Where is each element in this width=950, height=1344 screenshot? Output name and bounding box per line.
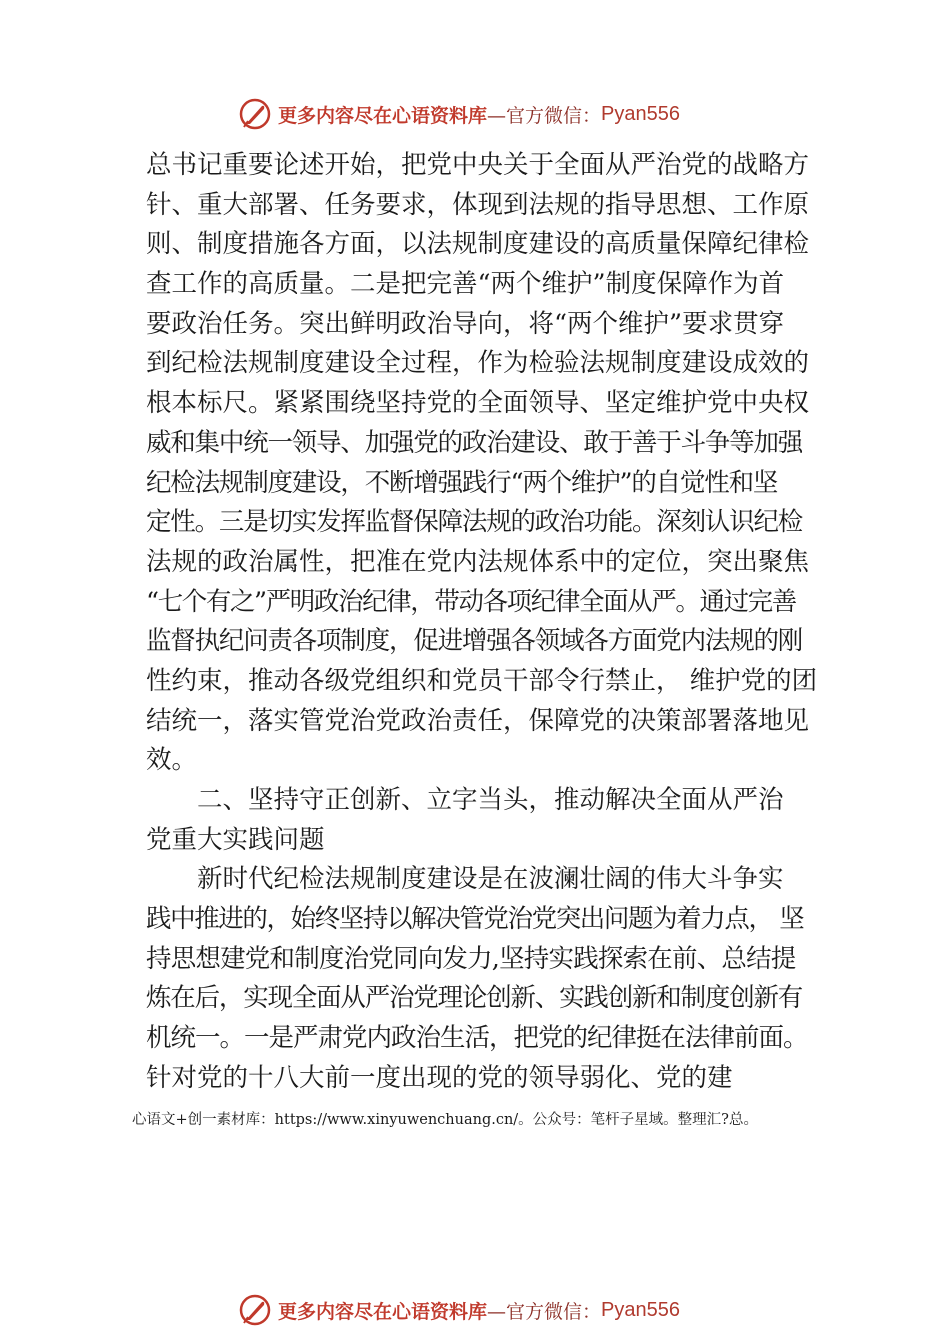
body-line: 威和集中统一领导、加强党的政治建设、敢于善于斗争等加强	[146, 427, 803, 458]
body-line: 查工作的高质量。二是把完善“两个维护”制度保障作为首	[146, 269, 785, 300]
banner-main-text: 更多内容尽在心语资料库	[278, 1300, 488, 1323]
source-note: 心语文+创一素材库：https://www.xinyuwenchuang.cn/。公众号：笔杆子星域。整理汇?总。	[132, 1112, 758, 1128]
banner-sub-text: —官方微信：	[487, 104, 602, 127]
quill-logo-icon	[238, 97, 272, 131]
document-body	[146, 146, 826, 1099]
body-line: 机统一。一是严肃党内政治生活，把党的纪律挺在法律前面。	[146, 1023, 808, 1054]
body-line: 定性。三是切实发挥监督保障法规的政治功能。深刻认识纪检	[146, 507, 803, 538]
body-line: 结统一，落实管党治党政治责任，保障党的决策部署落地见	[146, 705, 810, 736]
section-heading-line: 二、坚持守正创新、立字当头，推动解决全面从严治	[197, 785, 784, 815]
body-line: 监督执纪问责各项制度，促进增强各领域各方面党内法规的刚	[146, 626, 803, 657]
body-line: 持思想建党和制度治党同向发力,坚持实践探索在前、总结提	[146, 943, 796, 974]
footer-banner	[238, 1292, 680, 1328]
body-line: 炼在后，实现全面从严治党理论创新、实践创新和制度创新有	[146, 983, 803, 1014]
body-line: 总书记重要论述开始，把党中央关于全面从严治党的战略方	[146, 150, 810, 180]
body-line: 要政治任务。突出鲜明政治导向，将“两个维护”要求贯穿	[146, 308, 785, 339]
header-banner	[238, 96, 680, 132]
banner-main-text: 更多内容尽在心语资料库	[278, 104, 488, 127]
body-line: 则、制度措施各方面，以法规制度建设的高质量保障纪律检	[146, 229, 810, 260]
body-line: 法规的政治属性，把准在党内法规体系中的定位，突出聚焦	[146, 546, 810, 577]
body-line: 性约束，推动各级党组织和党员干部令行禁止， 维护党的团	[146, 665, 818, 696]
body-line: 纪检法规制度建设，不断增强践行“两个维护”的自觉性和坚	[146, 467, 778, 498]
body-line: 新时代纪检法规制度建设是在波澜壮阔的伟大斗争实	[197, 864, 784, 895]
banner-sub-text: —官方微信：	[487, 1300, 602, 1323]
body-line: “七个有之”严明政治纪律，带动各项纪律全面从严。通过完善	[146, 586, 796, 617]
body-line: 针对党的十八大前一度出现的党的领导弱化、党的建	[146, 1062, 733, 1093]
body-line: 践中推进的，始终坚持以解决管党治党突出问题为着力点， 坚	[146, 904, 804, 935]
quill-logo-icon	[238, 1293, 272, 1327]
body-line: 根本标尺。紧紧围绕坚持党的全面领导、坚定维护党中央权	[146, 388, 810, 419]
body-line: 到纪检法规制度建设全过程，作为检验法规制度建设成效的	[146, 348, 810, 379]
body-line: 针、重大部署、任务要求，体现到法规的指导思想、工作原	[146, 189, 810, 220]
banner-wechat-id: Pyan556	[601, 1298, 680, 1321]
banner-wechat-id: Pyan556	[601, 102, 680, 125]
section-heading-line: 党重大实践问题	[146, 824, 325, 855]
body-line: 效。	[146, 745, 198, 776]
